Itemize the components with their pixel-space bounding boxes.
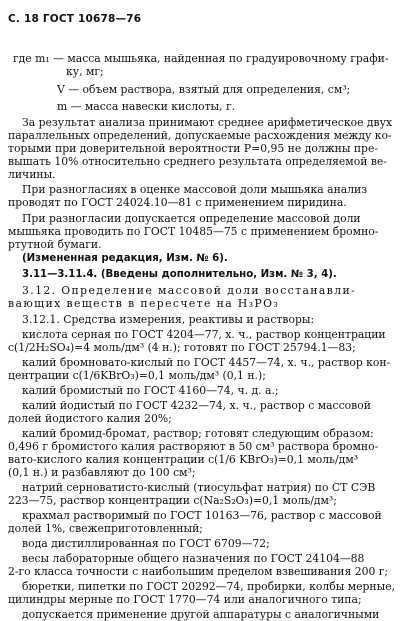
text-line: При разногласии допускается определение массовой доли bbox=[22, 212, 361, 225]
page-header: С. 18 ГОСТ 10678—76 bbox=[8, 13, 142, 25]
text-line: ртутной бумаги. bbox=[8, 238, 102, 251]
text-line: V — объем раствора, взятый для определения, см³; bbox=[57, 83, 351, 96]
text-line: кислота серная по ГОСТ 4204—77, х. ч., раствор концентрации bbox=[22, 328, 386, 341]
text-line: ку, мг; bbox=[66, 65, 104, 78]
text-line: (Измененная редакция, Изм. № 6). bbox=[22, 253, 228, 264]
text-line: долей йодистого калия 20%; bbox=[8, 412, 172, 425]
text-line: 3.12. Определение массовой доли восстанавли- bbox=[22, 284, 357, 297]
text-line: долей 1%, свежеприготовленный; bbox=[8, 522, 203, 535]
text-line: цилиндры мерные по ГОСТ 1770—74 или аналогичного типа; bbox=[8, 593, 362, 606]
text-line: калий йодистый по ГОСТ 4232—74, х. ч., раствор с массовой bbox=[22, 399, 371, 412]
text-line: параллельных определений, допускаемые расхождения между ко- bbox=[8, 129, 392, 142]
text-line: 2-го класса точности с наибольшим пределом взвешивания 200 г; bbox=[8, 565, 389, 578]
text-line: вающих веществ в пересчете на H₃PO₃ bbox=[8, 297, 280, 310]
text-line: вышать 10% относительно среднего результата определяемой ве- bbox=[8, 155, 387, 168]
text-line: 223—75, раствор концентрации c(Na₂S₂O₃)=0,1 моль/дм³; bbox=[8, 494, 337, 507]
text-line: натрий серноватисто-кислый (тиосульфат натрия) по СТ СЭВ bbox=[22, 481, 376, 494]
text-line: 3.12.1. Средства измерения, реактивы и растворы: bbox=[22, 313, 315, 326]
text-line: мышьяка проводить по ГОСТ 10485—75 с применением бромно- bbox=[8, 225, 379, 238]
text-line: центрации c(1/6KBrO₃)=0,1 моль/дм³ (0,1 н.); bbox=[8, 369, 266, 382]
text-line: 0,496 г бромистого калия растворяют в 50 см³ раствора бромно- bbox=[8, 440, 379, 453]
text-line: калий бромновато-кислый по ГОСТ 4457—74, х. ч., раствор кон- bbox=[22, 356, 391, 369]
text-line: бюретки, пипетки по ГОСТ 20292—74, пробирки, колбы мерные, bbox=[22, 580, 396, 593]
text-line: c(1/2H₂SO₄)=4 моль/дм³ (4 н.); готовят по ГОСТ 25794.1—83; bbox=[8, 341, 356, 354]
text-line: m — масса навески кислоты, г. bbox=[57, 100, 236, 113]
text-line: весы лабораторные общего назначения по ГОСТ 24104—88 bbox=[22, 552, 365, 565]
text-line: При разногласиях в оценке массовой доли мышьяка анализ bbox=[22, 183, 368, 196]
text-line: калий бромистый по ГОСТ 4160—74, ч. д. а.; bbox=[22, 384, 279, 397]
text-line: За результат анализа принимают среднее арифметическое двух bbox=[22, 116, 393, 129]
text-line: допускается применение другой аппаратуры с аналогичными bbox=[22, 608, 380, 621]
text-line: проводят по ГОСТ 24024.10—81 с применением пиридина. bbox=[8, 196, 347, 209]
text-line: 3.11—3.11.4. (Введены дополнительно, Изм. № 3, 4). bbox=[22, 269, 337, 280]
text-line: личины. bbox=[8, 168, 56, 181]
text-line: вато-кислого калия концентрации c(1/6 KBrO₃)=0,1 моль/дм³ bbox=[8, 453, 359, 466]
text-line: крахмал растворимый по ГОСТ 10163—76, раствор с массовой bbox=[22, 509, 382, 522]
text-line: где m₁ — масса мышьяка, найденная по градуировочному графи- bbox=[13, 52, 389, 65]
text-line: вода дистиллированная по ГОСТ 6709—72; bbox=[22, 537, 270, 550]
text-line: (0,1 н.) и разбавляют до 100 см³; bbox=[8, 466, 196, 479]
text-line: торыми при доверительной вероятности P=0,95 не должны пре- bbox=[8, 142, 379, 155]
text-line: калий бромид-бромат, раствор; готовят следующим образом: bbox=[22, 427, 374, 440]
